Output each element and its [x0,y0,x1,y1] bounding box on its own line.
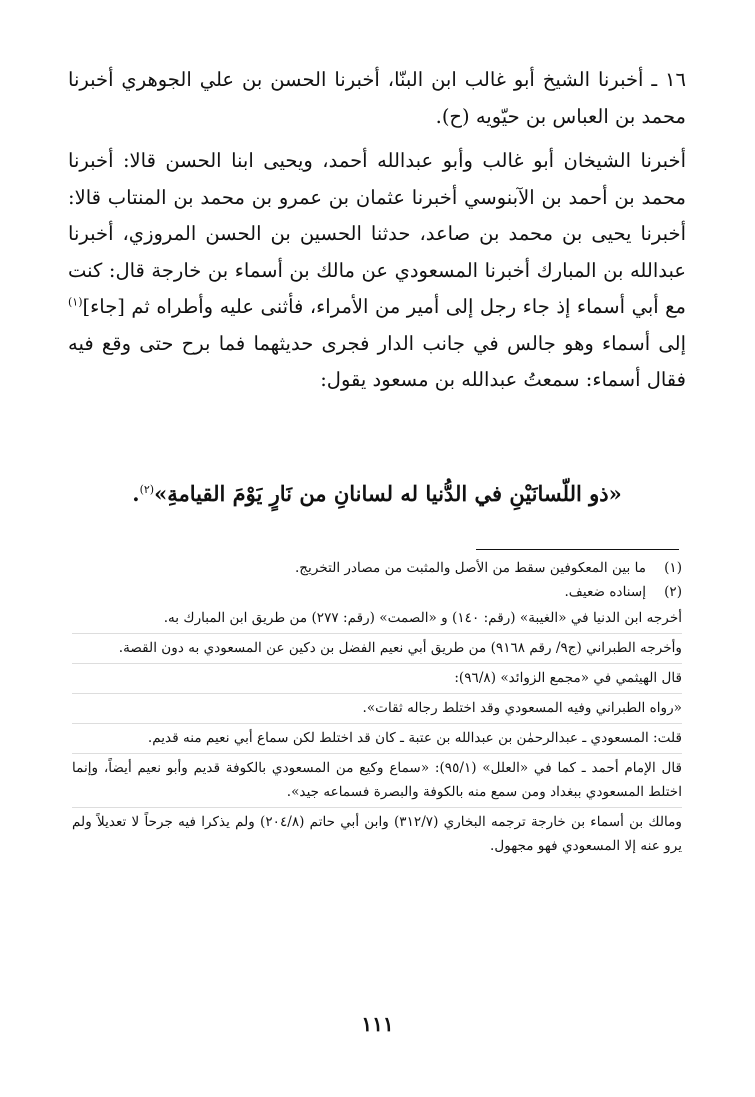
footnote-ahmad: قال الإمام أحمد ـ كما في «العلل» (٩٥/١): «سماع وكيع من المسعودي بالكوفة قديم وأبو نعيم أيضاً، وإنما اختلط المسعودي ببغداد ومن سمع منه بالكوفة والبصرة فسماعه جيد». [72,753,682,807]
footnote-separator [476,549,679,550]
footnote-number: (١) [664,560,682,576]
footnote-haythami: قال الهيثمي في «مجمع الزوائد» (٩٦/٨): [72,663,682,693]
footnote-ref-2: (٢) [139,483,155,496]
hadith-quote: «ذو اللّسانَيْنِ في الدُّنيا له لسانانِ من نَارٍ يَوْمَ القيامةِ» [154,481,622,506]
footnote-number: (٢) [664,584,682,600]
footnote-comment: قلت: المسعودي ـ عبدالرحمٰن بن عبدالله بن عتبة ـ كان قد اختلط لكن سماع أبي نعيم منه قديم. [72,723,682,753]
footnote-2 [72,580,682,604]
footnote-haythami-quote: «رواه الطبراني وفيه المسعودي وقد اختلط رجاله ثقات». [72,693,682,723]
paragraph-hadith-16-chain-2 [68,143,686,399]
hadith-text [68,476,686,512]
footnote-1 [72,556,682,580]
paragraph-2-rest: إلى أسماء وهو جالس في جانب الدار فجرى حديثهما فما برح حتى وقع فيه فقال أسماء: سمعتُ عبدالله بن مسعود يقول: [68,331,686,391]
footnote-takhrij-1: أخرجه ابن الدنيا في «الغيبة» (رقم: ١٤٠) و «الصمت» (رقم: ٢٧٧) من طريق ابن المبارك به. [163,610,682,626]
main-text [68,62,686,399]
hadith-end: . [132,481,140,506]
footnotes [72,556,682,861]
footnote-ref-1: (١) [68,295,83,309]
page-number: ١١١ [361,1012,394,1036]
footnote-text: إسناده ضعيف. [564,584,646,600]
footnote-text: ما بين المعكوفين سقط من الأصل والمثبت من مصادر التخريج. [294,560,646,576]
footnote-takhrij-2: وأخرجه الطبراني (ج٩/ رقم ٩١٦٨) من طريق أبي نعيم الفضل بن دكين عن المسعودي به دون القصة. [72,633,682,663]
footnote-malik: ومالك بن أسماء بن خارجة ترجمه البخاري (٣١٢/٧) وابن أبي حاتم (٢٠٤/٨) ولم يذكرا فيه جرحاً لا تعديلاً ولم يرو عنه إلا المسعودي فهو مجهول. [72,807,682,861]
paragraph-2-text: أخبرنا الشيخان أبو غالب وأبو عبدالله أحمد، ويحيى ابنا الحسن قالا: أخبرنا محمد بن أحمد بن الآبنوسي أخبرنا عثمان بن عمرو بن محمد بن المنتاب قالا: أخبرنا يحيى بن محمد بن صاعد، حدثنا الحسين بن الحسن المروزي، أخبرنا عبدالله بن المبارك أخبرنا المسعودي عن مالك بن أسماء بن خارجة قال: كنت مع أبي أسماء إذ جاء رجل إلى أمير من الأمراء، فأثنى عليه وأطراه ثم [جاء] [68,149,686,318]
paragraph-hadith-16-chain-1: ١٦ ـ أخبرنا الشيخ أبو غالب ابن البنّا، أخبرنا الحسن بن علي الجوهري أخبرنا محمد بن العباس بن حيّويه (ح). [68,68,686,128]
